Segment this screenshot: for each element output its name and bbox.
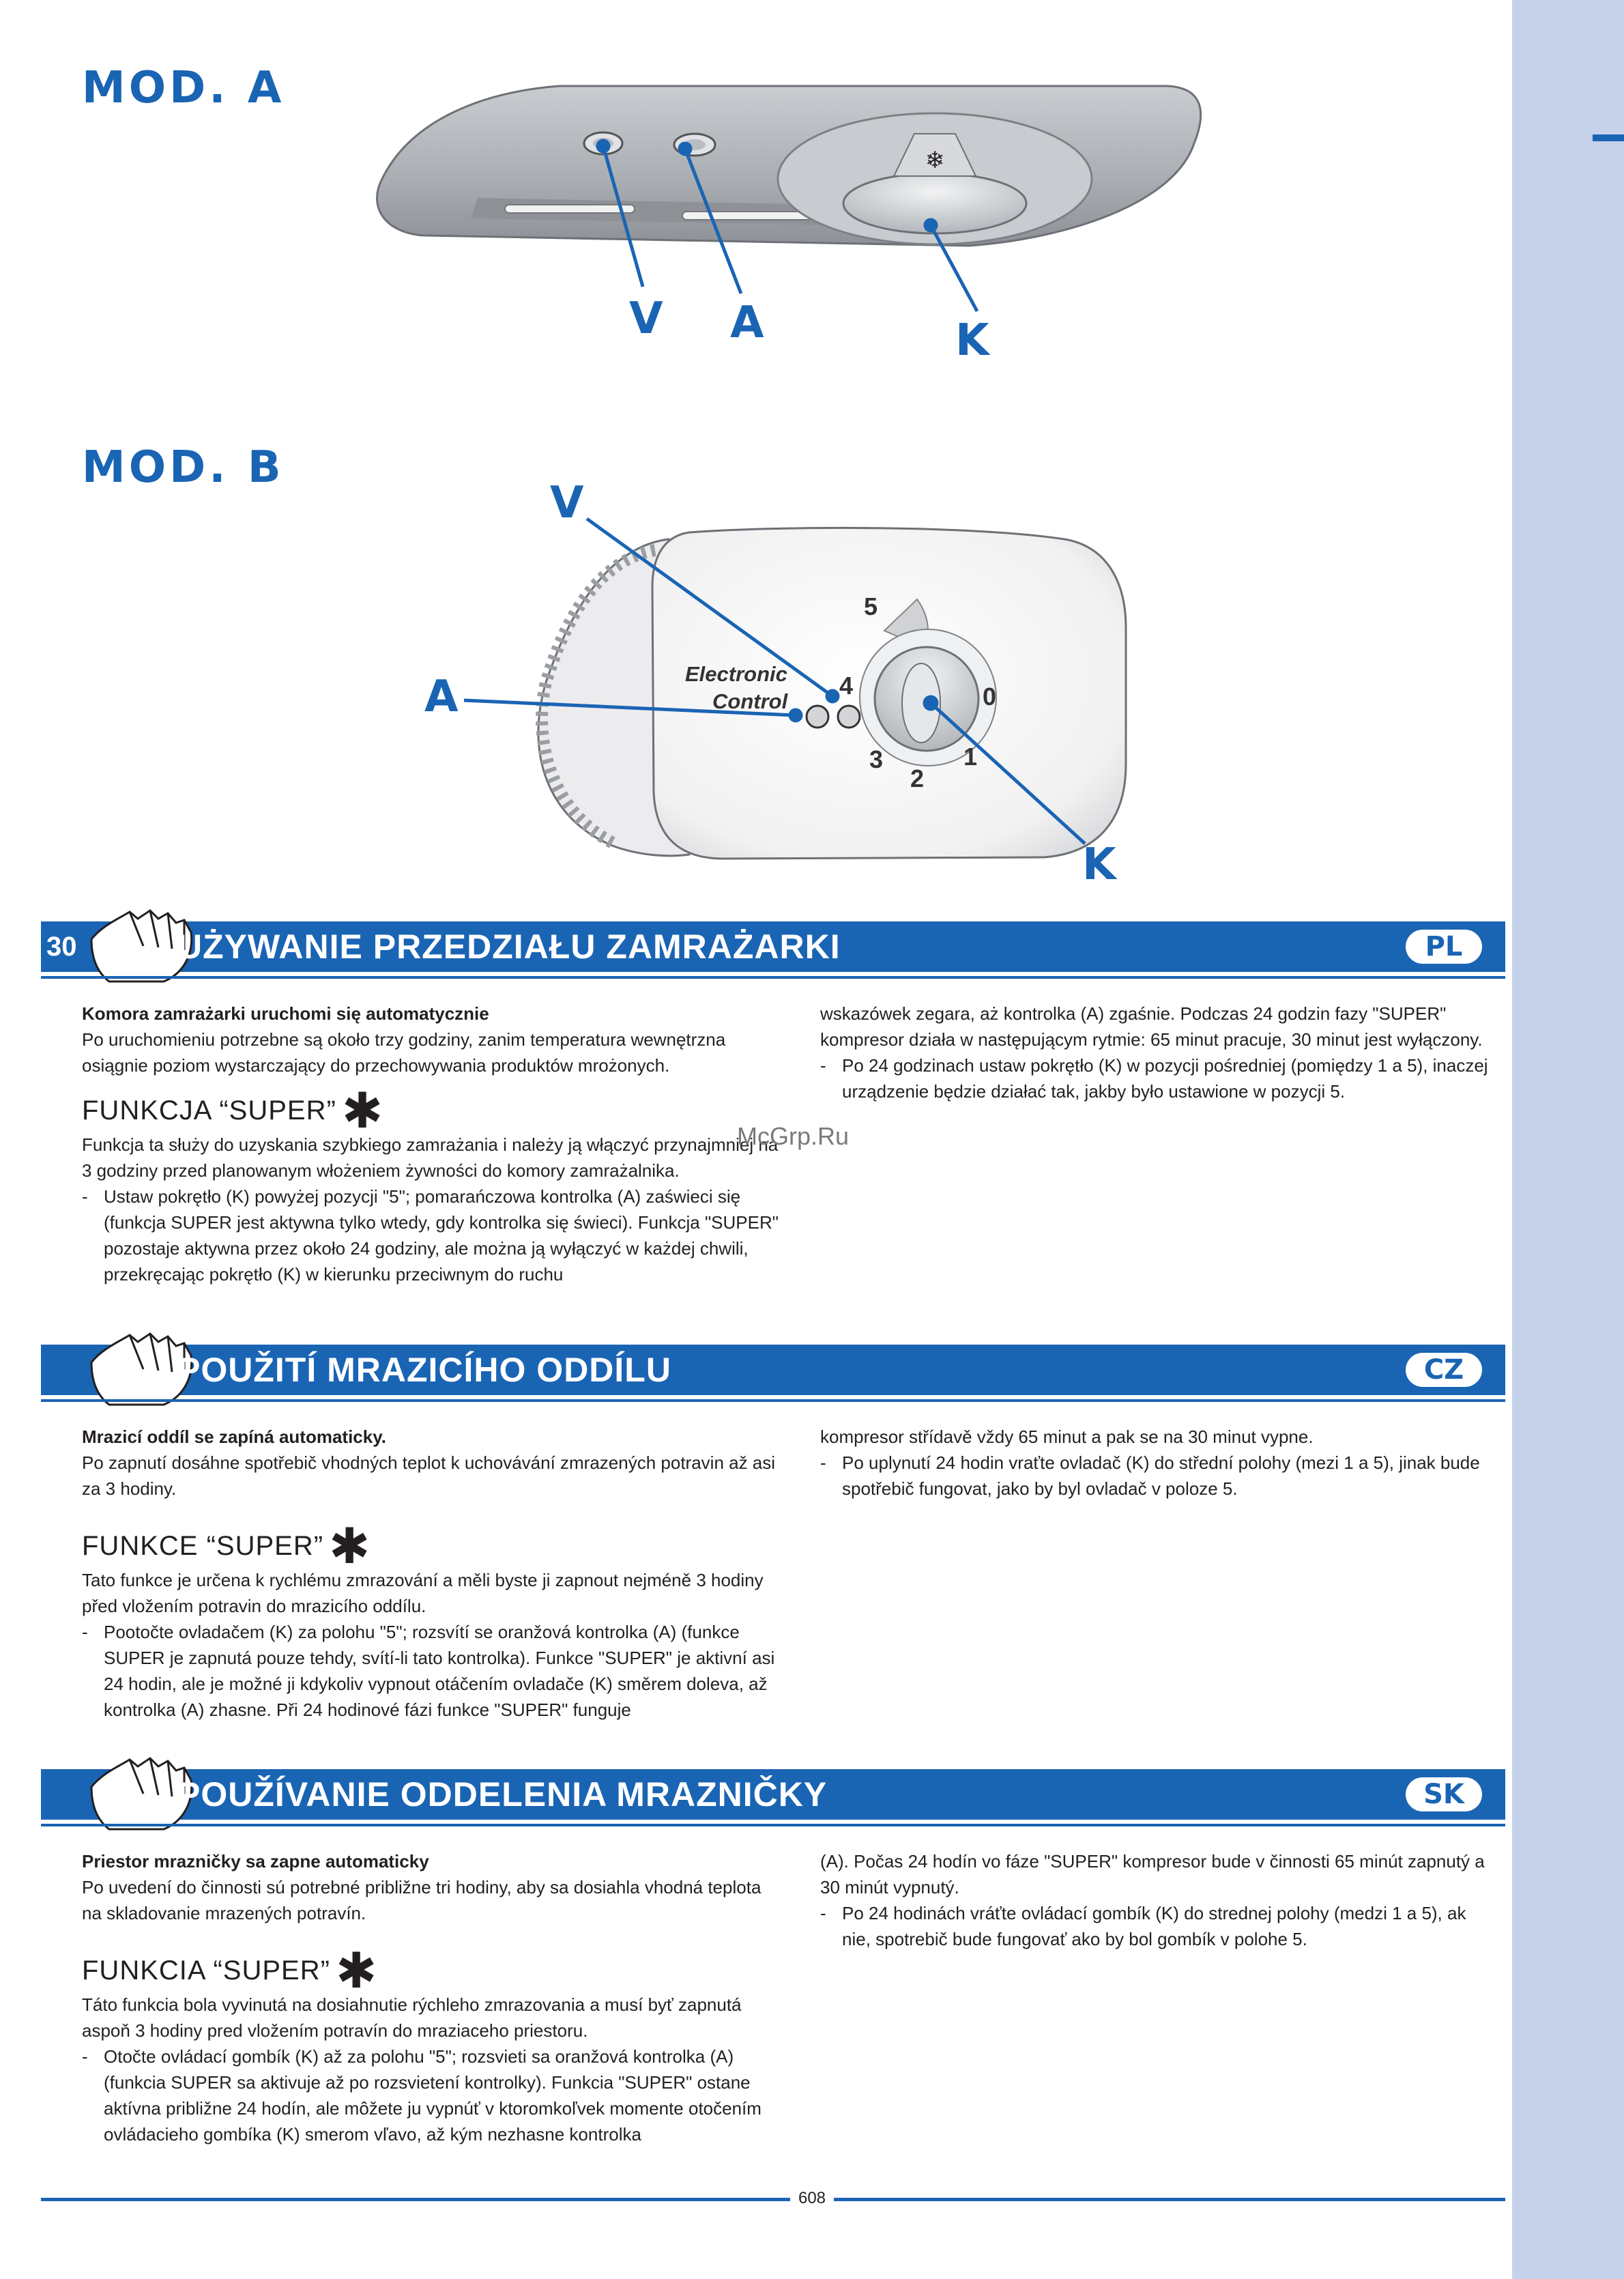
mod-b-k-dot bbox=[925, 697, 937, 709]
lang-badge-cz: CZ bbox=[1406, 1353, 1482, 1387]
sk-paragraph-1: Po uvedení do činnosti sú potrebné približne tri hodiny, aby sa dosiahla vhodná teplota na skladovanie mrazených potravín. bbox=[82, 1877, 762, 1923]
svg-text:❄: ❄ bbox=[925, 147, 945, 174]
footer-rule bbox=[41, 2198, 1505, 2201]
mod-a-v-dot bbox=[598, 141, 609, 152]
cz-paragraph-1: Po zapnutí dosáhne spotřebič vhodných teplot k uchovávání zmrazených potravin až asi za 3 hodiny. bbox=[82, 1452, 776, 1499]
mod-a-label-v: V bbox=[629, 293, 663, 344]
mod-b-title: MOD. B bbox=[82, 442, 285, 493]
dial-mark-3: 3 bbox=[869, 745, 884, 773]
lang-badge-sk: SK bbox=[1406, 1777, 1482, 1811]
pl-right-bullet: - Po 24 godzinach ustaw pokrętło (K) w pozycji pośredniej (pomiędzy 1 a 5), inaczej urządzenie będzie działać tak, jakby było ustawione w pozycji 5. bbox=[820, 1052, 1498, 1104]
mod-a-control-panel bbox=[377, 86, 1201, 246]
cz-left-column bbox=[82, 1424, 783, 1723]
pl-paragraph-1: Po uruchomieniu potrzebne są około trzy godziny, zanim temperatura wewnętrzna osiągnie poziom wystarczający do przechowywania produktów mrożonych. bbox=[82, 1029, 726, 1076]
sk-left-column bbox=[82, 1848, 783, 2147]
super-star-icon: ✱ bbox=[335, 1942, 378, 1999]
section-header-sk bbox=[41, 1769, 1505, 1820]
lang-badge-pl: PL bbox=[1406, 930, 1482, 964]
mod-a-k-dot bbox=[925, 220, 936, 231]
mod-a-label-a: A bbox=[730, 298, 764, 348]
mod-b-v-dot bbox=[827, 691, 838, 702]
section-title-pl: UŻYWANIE PRZEDZIAŁU ZAMRAŻARKI bbox=[177, 928, 841, 966]
section-rule-pl bbox=[41, 976, 1505, 979]
mod-a-a-dot bbox=[680, 143, 691, 154]
dial-mark-1: 1 bbox=[963, 743, 978, 771]
pl-heading: Komora zamrażarki uruchomi się automatycznie bbox=[82, 1003, 489, 1024]
cz-heading: Mrazicí oddíl se zapíná automaticky. bbox=[82, 1427, 386, 1447]
mod-b-label-k: K bbox=[1082, 840, 1116, 890]
dial-mark-5: 5 bbox=[864, 592, 878, 620]
dial-mark-4: 4 bbox=[839, 672, 854, 700]
section-header-pl bbox=[41, 921, 1505, 972]
mod-a-title: MOD. A bbox=[82, 63, 285, 113]
sk-heading: Priestor mrazničky sa zapne automaticky bbox=[82, 1851, 429, 1872]
watermark: McGrp.Ru bbox=[737, 1122, 850, 1150]
super-star-icon: ✱ bbox=[329, 1517, 371, 1575]
cz-right-paragraph: kompresor střídavě vždy 65 minut a pak se na 30 minut vypne. bbox=[820, 1427, 1314, 1447]
sk-right-paragraph: (A). Počas 24 hodín vo fáze "SUPER" kompresor bude v činnosti 65 minút zapnutý a 30 minút vypnutý. bbox=[820, 1851, 1485, 1897]
pl-right-paragraph: wskazówek zegara, aż kontrolka (A) zgaśnie. Podczas 24 godzin fazy "SUPER" kompresor działa w następującym rytmie: 65 minut pracuje, 30 minut jest wyłączony. bbox=[820, 1003, 1483, 1050]
section-rule-sk bbox=[41, 1824, 1505, 1826]
super-star-icon: ✱ bbox=[341, 1082, 384, 1139]
panel-text-control: Control bbox=[712, 689, 788, 713]
mod-b-label-a: A bbox=[424, 672, 459, 722]
sk-paragraph-2: Táto funkcia bola vyvinutá na dosiahnutie rýchleho zmrazovania a musí byť zapnutá aspoň 3 hodiny pred vložením potravín do mraziaceho priestoru. bbox=[82, 1994, 742, 2041]
pl-right-column bbox=[820, 1001, 1498, 1104]
cz-right-bullet: - Po uplynutí 24 hodin vraťte ovladač (K) do střední polohy (mezi 1 a 5), jinak bude spotřebič fungovat, jako by byl ovladač v poloze 5. bbox=[820, 1450, 1498, 1502]
pl-left-column bbox=[82, 1001, 783, 1287]
page-badge: 30 bbox=[46, 932, 77, 962]
section-title-cz: POUŽITÍ MRAZICÍHO ODDÍLU bbox=[177, 1351, 671, 1389]
cz-bullet-1: - Pootočte ovladačem (K) za polohu "5"; rozsvítí se oranžová kontrolka (A) (funkce SUPER je zapnutá pouze tehdy, svítí-li tato kontrolka). Funkce "SUPER" je aktivní asi 24 hodin, ale je možné ji kdykoliv vypnout otáčením ovladače (K) směrem doleva, až kontrolka (A) zhasne. Při 24 hodinové fázi funkce "SUPER" funguje bbox=[82, 1619, 783, 1723]
cz-right-column bbox=[820, 1424, 1498, 1502]
page-number: 608 bbox=[790, 2185, 834, 2211]
mod-a-label-k: K bbox=[955, 315, 989, 366]
section-rule-cz bbox=[41, 1399, 1505, 1402]
mod-b-a-dot bbox=[790, 710, 801, 721]
mod-b-label-v: V bbox=[550, 478, 584, 528]
sk-bullet-1: - Otočte ovládací gombík (K) až za polohu "5"; rozsvieti sa oranžová kontrolka (A)(funkcia SUPER sa aktivuje až po rozsvietení kontrolky). Funkcia "SUPER" ostane aktívna približne 24 hodín, ale môžete ju vypnúť v ktoromkoľvek momente otočením ovládacieho gombíka (K) smerom vľavo, až kým nezhasne kontrolka bbox=[82, 2044, 783, 2147]
pl-func-heading: FUNKCJA “SUPER” ✱ bbox=[82, 1082, 384, 1139]
sk-func-heading: FUNKCIA “SUPER” ✱ bbox=[82, 1942, 378, 1999]
panel-text-electronic: Electronic bbox=[685, 662, 787, 686]
pl-paragraph-2: Funkcja ta służy do uzyskania szybkiego zamrażania i należy ją włączyć przynajmniej na 3 godziny przed planowanym włożeniem żywności do komory zamrażalnika. bbox=[82, 1134, 779, 1181]
section-title-sk: POUŽÍVANIE ODDELENIA MRAZNIČKY bbox=[177, 1775, 828, 1814]
cz-paragraph-2: Tato funkce je určena k rychlému zmrazování a měli byste ji zapnout nejméně 3 hodiny před vložením potravin do mrazicího oddílu. bbox=[82, 1570, 764, 1616]
pl-bullet-1: - Ustaw pokrętło (K) powyżej pozycji "5"; pomarańczowa kontrolka (A) zaświeci się (funkcja SUPER jest aktywna tylko wtedy, gdy kontrolka się świeci). Funkcja "SUPER" pozostaje aktywna przez około 24 godziny, ale można ją wyłączyć w każdej chwili, przekręcając pokrętło (K) w kierunku przeciwnym do ruchu bbox=[82, 1184, 783, 1287]
cz-func-heading: FUNKCE “SUPER” ✱ bbox=[82, 1517, 371, 1575]
section-header-cz bbox=[41, 1345, 1505, 1395]
dial-mark-0: 0 bbox=[983, 683, 997, 711]
dial-mark-2: 2 bbox=[910, 764, 925, 792]
sk-right-bullet: - Po 24 hodinách vráťte ovládací gombík (K) do strednej polohy (medzi 1 a 5), ak nie, spotrebič bude fungovať ako by bol gombík v polohe 5. bbox=[820, 1900, 1498, 1952]
sk-right-column bbox=[820, 1848, 1498, 1952]
